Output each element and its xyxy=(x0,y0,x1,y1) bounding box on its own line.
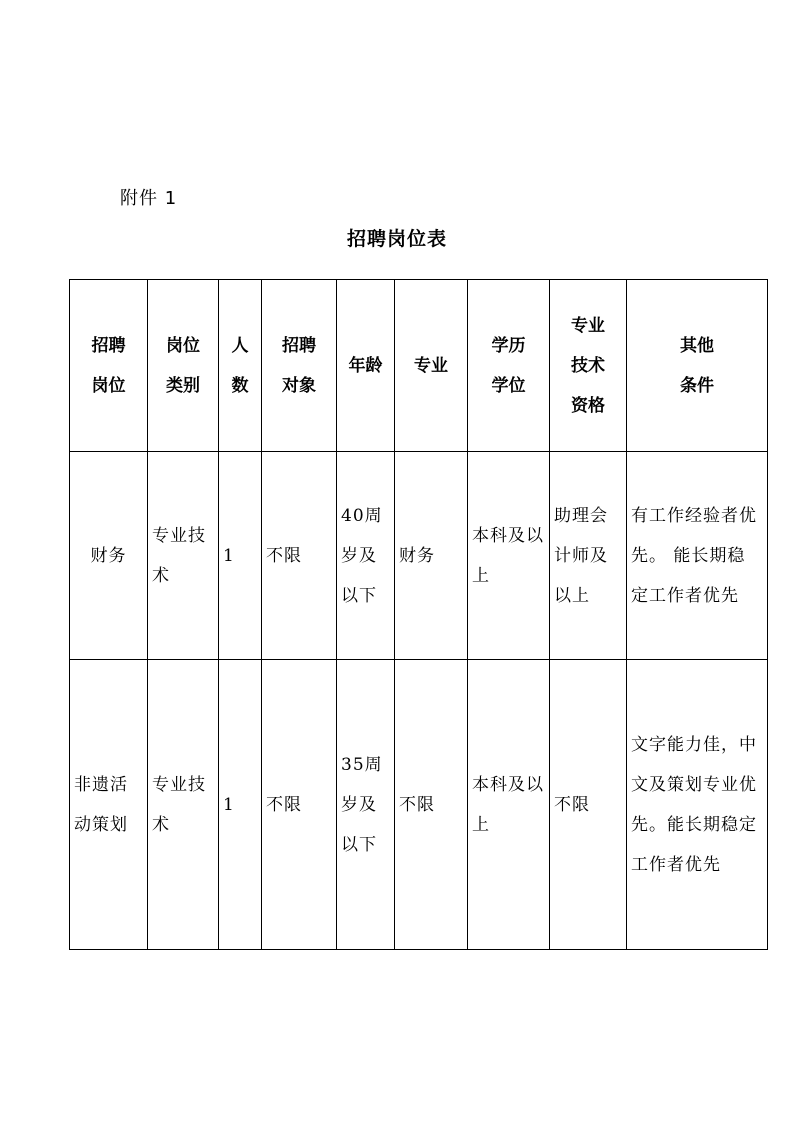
job-positions-table xyxy=(69,279,768,950)
header-target: 招聘 对象 xyxy=(262,280,337,452)
table-header-row xyxy=(70,280,768,452)
table-row xyxy=(70,452,768,660)
cell-category: 专业技术 xyxy=(148,660,219,950)
cell-qualification: 不限 xyxy=(550,660,627,950)
cell-qualification: 助理会计师及以上 xyxy=(550,452,627,660)
header-qualification: 专业 技术 资格 xyxy=(550,280,627,452)
cell-position: 非遗活动策划 xyxy=(70,660,148,950)
attachment-label: 附件 1 xyxy=(120,188,178,209)
cell-position: 财务 xyxy=(70,452,148,660)
cell-major: 财务 xyxy=(395,452,468,660)
header-major: 专业 xyxy=(395,280,468,452)
cell-education: 本科及以上 xyxy=(468,660,550,950)
header-category: 岗位 类别 xyxy=(148,280,219,452)
header-position: 招聘 岗位 xyxy=(70,280,148,452)
cell-age: 35周岁及以下 xyxy=(337,660,395,950)
header-education: 学历 学位 xyxy=(468,280,550,452)
header-other: 其他 条件 xyxy=(627,280,768,452)
cell-other: 有工作经验者优先。 能长期稳定工作者优先 xyxy=(627,452,768,660)
table-row xyxy=(70,660,768,950)
cell-major: 不限 xyxy=(395,660,468,950)
cell-category: 专业技术 xyxy=(148,452,219,660)
cell-count: 1 xyxy=(219,660,262,950)
cell-age: 40周岁及以下 xyxy=(337,452,395,660)
header-count: 人 数 xyxy=(219,280,262,452)
cell-target: 不限 xyxy=(262,452,337,660)
cell-target: 不限 xyxy=(262,660,337,950)
cell-education: 本科及以上 xyxy=(468,452,550,660)
cell-count: 1 xyxy=(219,452,262,660)
cell-other: 文字能力佳，中文及策划专业优先。能长期稳定工作者优先 xyxy=(627,660,768,950)
header-age: 年龄 xyxy=(337,280,395,452)
page-title: 招聘岗位表 xyxy=(346,228,447,250)
